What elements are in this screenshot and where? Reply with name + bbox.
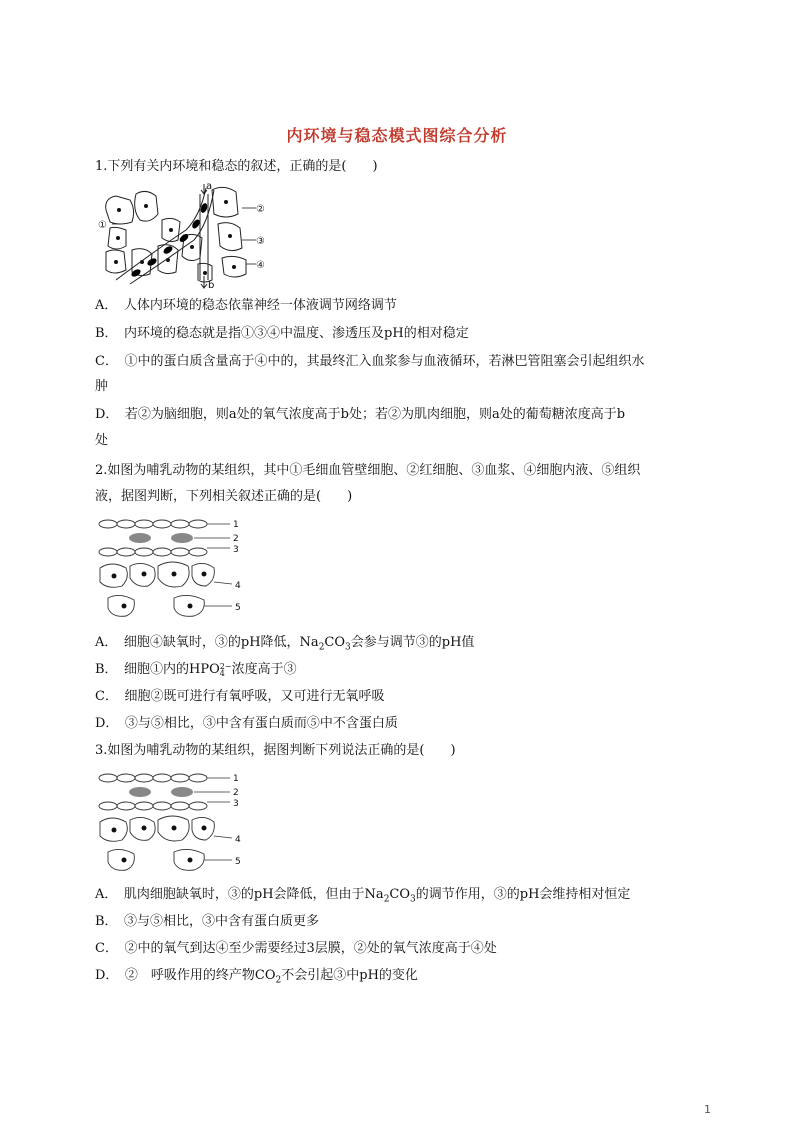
q1-label-a: a	[206, 181, 213, 192]
q3-label-2: 2	[233, 788, 239, 798]
page-number: 1	[704, 1103, 711, 1116]
q3-option-d: D． ② 呼吸作用的终产物$CO_2$不会引起③中pH的变化	[95, 968, 418, 986]
q1-option-b: B． 内环境的稳态就是指①③④中温度、渗透压及pH的相对稳定	[95, 326, 469, 341]
q3-tissue-figure	[96, 770, 246, 874]
q3-label-5: 5	[235, 857, 241, 867]
q1-option-c-cont: 肿	[95, 379, 109, 394]
q2-label-1: 1	[233, 520, 239, 530]
q2-option-c: C． 细胞②既可进行有氧呼吸，又可进行无氧呼吸	[95, 689, 385, 704]
q3-stem: 3.如图为哺乳动物的某组织，据图判断下列说法正确的是( )	[95, 743, 456, 758]
q2-label-3: 3	[233, 545, 239, 555]
q1-stem: 1.下列有关内环境和稳态的叙述，正确的是( )	[95, 159, 378, 174]
q1-option-d-cont: 处	[95, 433, 109, 448]
q1-label-1: ①	[98, 220, 107, 231]
q1-option-a: A． 人体内环境的稳态依靠神经一体液调节网络调节	[95, 298, 397, 313]
q2-label-2: 2	[233, 534, 239, 544]
page-title: 内环境与稳态模式图综合分析	[286, 126, 508, 145]
q1-option-d: D． 若②为脑细胞，则a处的氧气浓度高于b处；若②为肌肉细胞，则a处的葡萄糖浓度高于b	[95, 407, 626, 422]
q1-label-4: ④	[256, 260, 265, 271]
q2-label-4: 4	[235, 581, 241, 591]
q2-option-d: D． ③与⑤相比，③中含有蛋白质而⑤中不含蛋白质	[95, 716, 398, 731]
q1-label-2: ②	[256, 204, 265, 215]
q1-option-c: C． ①中的蛋白质含量高于④中的，其最终汇入血浆参与血液循环，若淋巴管阻塞会引起组织水	[95, 354, 645, 369]
q1-tissue-figure	[96, 180, 276, 290]
q1-label-b: b	[208, 280, 215, 290]
q3-label-1: 1	[233, 774, 239, 784]
q2-stem-line1: 2.如图为哺乳动物的某组织，其中①毛细血管壁细胞、②红细胞、③血浆、④细胞内液、⑤组织	[95, 463, 641, 478]
q2-label-5: 5	[235, 603, 241, 613]
q3-option-b: B． ③与⑤相比，③中含有蛋白质更多	[95, 914, 320, 929]
q3-label-4: 4	[235, 835, 241, 845]
q3-option-c: C． ②中的氧气到达④至少需要经过3层膜，②处的氧气浓度高于④处	[95, 941, 497, 956]
q2-option-a: A． 细胞④缺氧时，③的pH降低，$Na_2CO_3$会参与调节③的pH值	[95, 635, 475, 653]
q2-tissue-figure	[96, 516, 246, 620]
q2-option-b: B． 细胞①内的HPO 2− 4 浓度高于③	[95, 661, 297, 678]
q3-label-3: 3	[233, 799, 239, 809]
q3-option-a: A． 肌肉细胞缺氧时，③的pH会降低，但由于$Na_2CO_3$的调节作用，③的pH会维持相对恒定	[95, 887, 631, 905]
q1-label-3: ③	[256, 236, 265, 247]
q2-stem-line2: 液，据图判断，下列相关叙述正确的是( )	[95, 489, 353, 504]
